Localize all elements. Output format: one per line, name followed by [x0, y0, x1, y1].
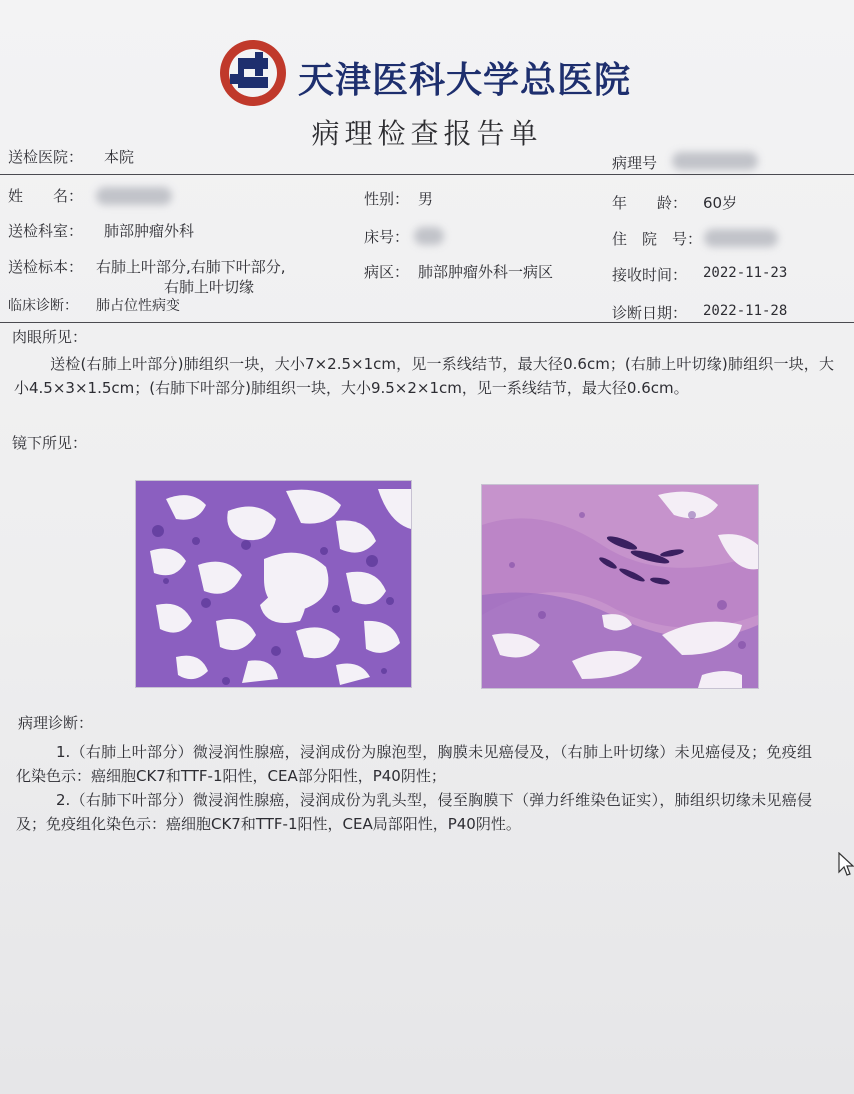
hospital-logo-icon: [218, 38, 288, 108]
mouse-cursor-icon: [838, 852, 854, 878]
info-divider: [0, 322, 854, 323]
name-redacted: [96, 187, 172, 205]
hospital-name: 天津医科大学总医院: [298, 60, 632, 101]
name-label: 姓 名：: [8, 187, 84, 205]
gross-text-content: 送检(右肺上叶部分)肺组织一块，大小7×2.5×1cm，见一系线结节，最大径0.6cm；(右肺上叶切缘)肺组织一块，大小4.5×3×1.5cm；(右肺下叶部分)肺组织一块，大小9.5×2×1cm，见一系线结节，最大径0.6cm。: [14, 355, 834, 397]
gross-text: [14, 352, 834, 400]
gender-value: 男: [418, 190, 434, 208]
pathology-no-label: 病理号: [612, 154, 658, 172]
specimen-line2: 右肺上叶切缘: [164, 278, 255, 296]
micrograph-left-image: [135, 480, 412, 688]
received-value: 2022-11-23: [703, 265, 788, 281]
clinical-value: 肺占位性病变: [96, 298, 180, 314]
diag-date-value: 2022-11-28: [703, 303, 788, 319]
gender-label: 性别：: [364, 190, 410, 208]
hospital-label: 送检医院：: [8, 148, 84, 166]
specimen-label: 送检标本：: [8, 258, 84, 276]
report-title: 病理检查报告单: [311, 117, 543, 150]
bed-label: 床号：: [364, 228, 410, 246]
dept-label: 送检科室：: [8, 222, 84, 240]
gross-title: 肉眼所见：: [12, 328, 88, 346]
diagnosis-item-2: [16, 788, 812, 836]
inpatient-label: 住 院 号：: [612, 230, 703, 248]
pathology-no-redacted: [672, 152, 758, 170]
diag-date-label: 诊断日期：: [612, 304, 688, 322]
microscopic-title: 镜下所见：: [12, 434, 88, 452]
ward-value: 肺部肿瘤外科一病区: [418, 263, 554, 281]
diagnosis-item-1: [16, 740, 812, 788]
specimen-line1: 右肺上叶部分,右肺下叶部分,: [96, 258, 286, 276]
diagnosis-item-1-text: 1.（右肺上叶部分）微浸润性腺癌，浸润成份为腺泡型，胸膜未见癌侵及，（右肺上叶切缘）未见癌侵及；免疫组化染色示：癌细胞CK7和TTF-1阳性，CEA部分阳性，P40阴性；: [16, 743, 812, 785]
received-label: 接收时间：: [612, 266, 688, 284]
ward-label: 病区：: [364, 263, 410, 281]
bed-redacted: [414, 227, 444, 245]
clinical-label: 临床诊断：: [8, 298, 78, 314]
diagnosis-title: 病理诊断：: [18, 714, 94, 732]
dept-value: 肺部肿瘤外科: [104, 222, 195, 240]
age-label: 年 龄：: [612, 194, 688, 212]
age-value: 60岁: [703, 194, 738, 212]
micrograph-right-image: [481, 484, 759, 689]
inpatient-redacted: [704, 229, 778, 247]
hospital-value: 本院: [104, 148, 135, 166]
diagnosis-item-2-text: 2.（右肺下叶部分）微浸润性腺癌，浸润成份为乳头型，侵至胸膜下（弹力纤维染色证实），肺组织切缘未见癌侵及；免疫组化染色示：癌细胞CK7和TTF-1阳性，CEA局部阳性，P40阴性。: [16, 791, 812, 833]
header-divider: [0, 174, 854, 175]
